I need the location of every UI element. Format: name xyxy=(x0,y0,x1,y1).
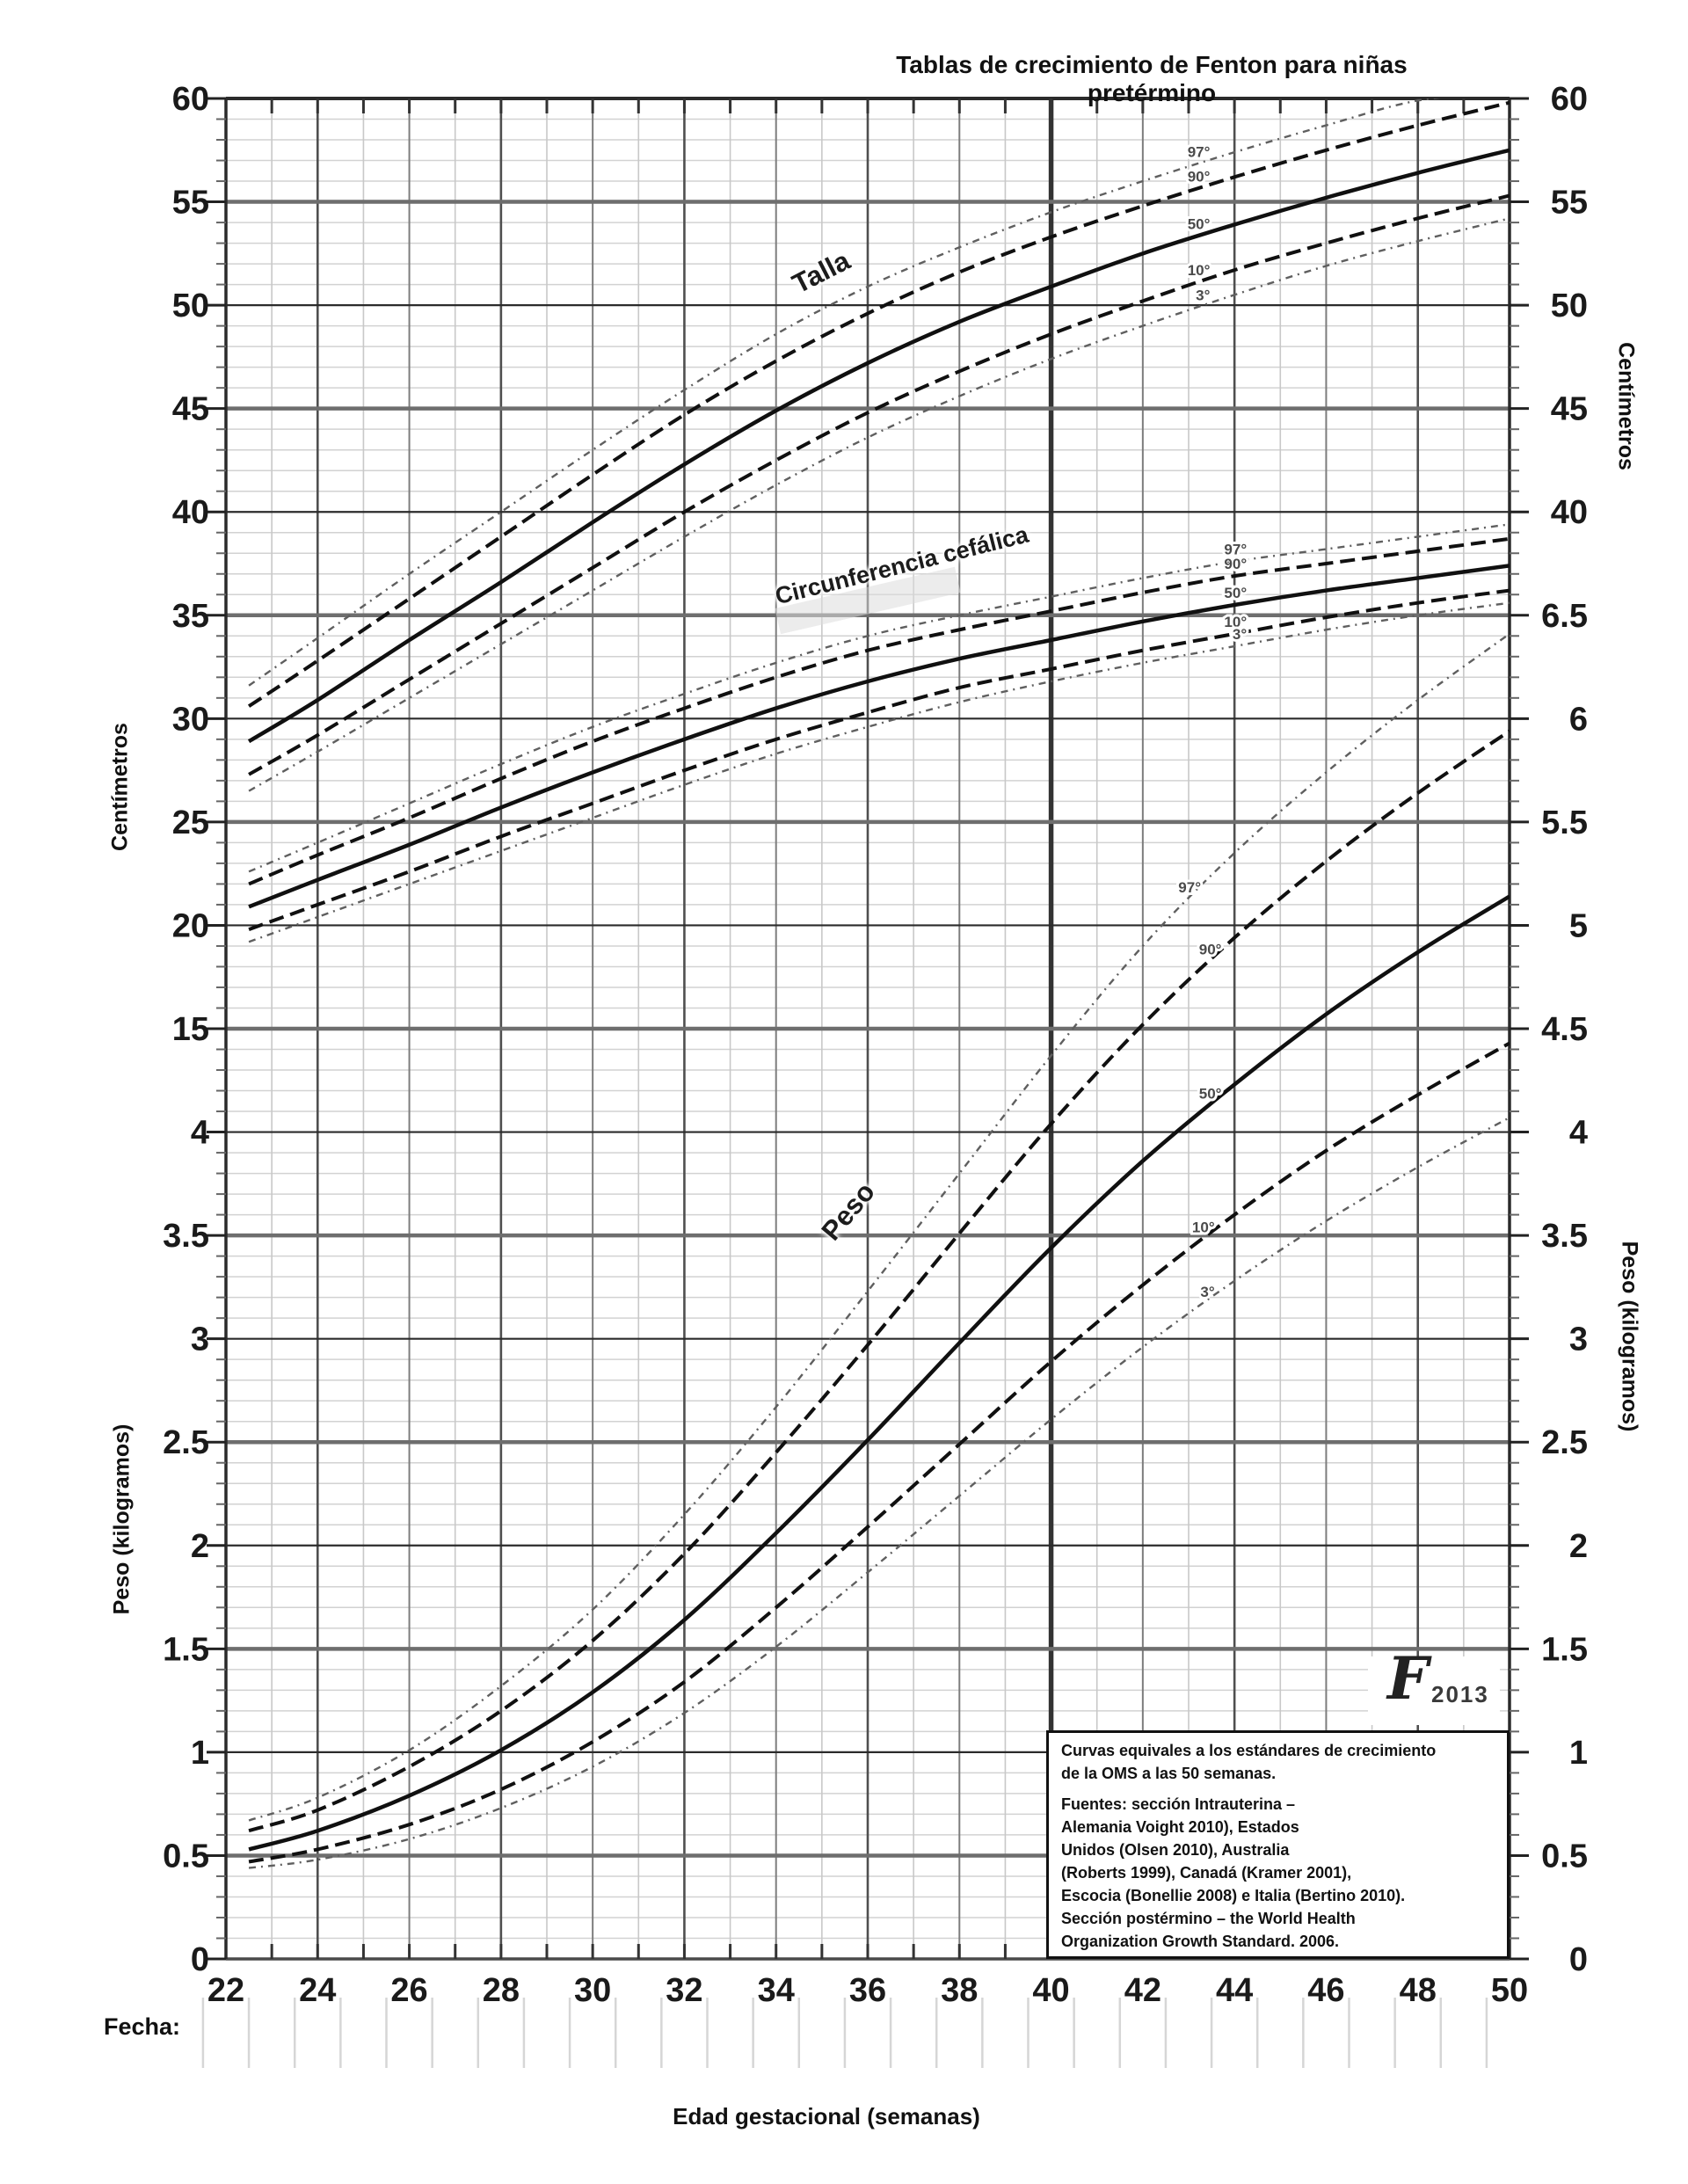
x-tick-label: 36 xyxy=(848,1972,887,2009)
note-line: Curvas equivales a los estándares de crecimiento xyxy=(1061,1742,1437,1759)
logo-f-glyph: F xyxy=(1387,1644,1429,1713)
right-kg-tick-label: 4 xyxy=(1568,1114,1588,1152)
left-cm-tick-label: 55 xyxy=(171,184,209,222)
x-tick-label: 48 xyxy=(1399,1972,1437,2009)
note-line: Alemania Voight 2010), Estados xyxy=(1061,1818,1299,1836)
percentile-label-peso: 90° xyxy=(1198,941,1222,958)
right-cm-tick-label: 55 xyxy=(1550,184,1588,222)
right-kg-tick-label: 2 xyxy=(1568,1527,1588,1565)
curves-group xyxy=(249,92,1510,1868)
curve-peso-97° xyxy=(249,634,1510,1821)
note-line: Unidos (Olsen 2010), Australia xyxy=(1061,1841,1290,1859)
left-kg-tick-label: 3 xyxy=(190,1321,209,1358)
right-kg-tick-label: 2.5 xyxy=(1541,1424,1588,1462)
right-kg-tick-label: 5.5 xyxy=(1541,804,1588,841)
left-kg-tick-label: 0 xyxy=(190,1941,209,1978)
right-cm-tick-label: 50 xyxy=(1550,288,1588,325)
right-cm-tick-label: 45 xyxy=(1550,390,1588,428)
left-cm-tick-label: 20 xyxy=(171,907,209,945)
right-cm-axis-title: Centímetros xyxy=(1613,342,1639,470)
left-cm-tick-label: 15 xyxy=(171,1011,209,1048)
left-cm-tick-label: 30 xyxy=(171,701,209,739)
right-kg-tick-label: 5 xyxy=(1568,907,1588,945)
left-kg-tick-label: 3.5 xyxy=(163,1218,209,1256)
percentile-label-peso: 3° xyxy=(1200,1284,1215,1301)
left-cm-tick-label: 25 xyxy=(171,804,209,841)
left-cm-tick-label: 50 xyxy=(171,288,209,325)
right-kg-axis-title: Peso (kilogramos) xyxy=(1617,1241,1642,1432)
right-kg-tick-label: 3 xyxy=(1568,1321,1588,1358)
x-tick-label: 50 xyxy=(1490,1972,1529,2009)
note-line: Fuentes: sección Intrauterina – xyxy=(1061,1795,1296,1813)
curve-talla-10° xyxy=(249,196,1510,775)
right-kg-tick-label: 4.5 xyxy=(1541,1011,1588,1048)
curve-family-label-talla: Talla xyxy=(787,244,855,300)
curve-talla-50° xyxy=(249,150,1510,741)
curve-family-label-circunferencia: Circunferencia cefálica xyxy=(772,521,1031,610)
right-kg-tick-label: 6.5 xyxy=(1541,597,1588,635)
left-kg-tick-label: 2 xyxy=(190,1527,209,1565)
left-kg-tick-label: 0.5 xyxy=(163,1838,209,1875)
percentile-label-circunferencia: 3° xyxy=(1232,626,1248,644)
x-tick-label: 42 xyxy=(1124,1972,1161,2009)
percentile-label-talla: 90° xyxy=(1187,168,1211,186)
percentile-label-talla: 10° xyxy=(1187,262,1211,280)
right-kg-tick-label: 6 xyxy=(1568,701,1588,739)
right-kg-tick-label: 1.5 xyxy=(1541,1631,1588,1669)
curve-circunferencia-3° xyxy=(249,603,1510,943)
note-line: de la OMS a las 50 semanas. xyxy=(1061,1765,1277,1782)
note-line: Escocia (Bonellie 2008) e Italia (Bertino 2010). xyxy=(1061,1887,1406,1904)
percentile-label-circunferencia: 97° xyxy=(1224,541,1248,558)
x-tick-label: 26 xyxy=(390,1972,428,2009)
left-kg-tick-label: 4 xyxy=(190,1114,209,1152)
right-kg-tick-label: 3.5 xyxy=(1541,1218,1588,1256)
note-line: Sección postérmino – the World Health xyxy=(1061,1910,1356,1927)
note-line: Organization Growth Standard. 2006. xyxy=(1061,1933,1340,1950)
x-tick-label: 24 xyxy=(299,1972,337,2009)
left-kg-axis-title: Peso (kilogramos) xyxy=(109,1423,135,1615)
left-cm-tick-label: 45 xyxy=(171,390,209,428)
right-kg-tick-label: 0 xyxy=(1568,1941,1588,1978)
left-cm-tick-label: 60 xyxy=(171,81,209,118)
percentile-label-talla: 3° xyxy=(1196,287,1211,304)
percentile-label-circunferencia: 50° xyxy=(1224,585,1248,602)
left-cm-tick-label: 40 xyxy=(171,494,209,532)
x-tick-label: 32 xyxy=(666,1972,703,2009)
right-kg-tick-label: 1 xyxy=(1568,1734,1588,1772)
left-cm-axis-title: Centímetros xyxy=(107,723,133,851)
percentile-label-circunferencia: 90° xyxy=(1224,556,1248,573)
fecha-label: Fecha: xyxy=(104,2013,181,2040)
percentile-label-talla: 97° xyxy=(1187,143,1211,161)
left-kg-tick-label: 1 xyxy=(190,1734,209,1772)
left-cm-tick-label: 35 xyxy=(171,597,209,635)
x-tick-label: 44 xyxy=(1216,1972,1254,2009)
left-kg-tick-label: 1.5 xyxy=(163,1631,209,1669)
fenton-2013-logo xyxy=(1368,1644,1500,1725)
right-kg-tick-label: 0.5 xyxy=(1541,1838,1588,1875)
x-axis-title: Edad gestacional (semanas) xyxy=(673,2103,980,2129)
left-kg-tick-label: 2.5 xyxy=(163,1424,209,1462)
percentile-label-circunferencia: 10° xyxy=(1224,613,1248,630)
x-tick-label: 38 xyxy=(941,1972,979,2009)
curve-family-label-peso: Peso xyxy=(815,1176,881,1247)
percentile-label-peso: 97° xyxy=(1178,879,1201,897)
x-tick-label: 28 xyxy=(482,1972,520,2009)
x-tick-label: 30 xyxy=(574,1972,612,2009)
logo-year: 2013 xyxy=(1431,1681,1489,1707)
source-note-box xyxy=(1046,1730,1510,1959)
x-tick-label: 46 xyxy=(1307,1972,1345,2009)
x-tick-label: 40 xyxy=(1032,1972,1070,2009)
right-cm-tick-label: 60 xyxy=(1550,81,1588,118)
chart-title: Tablas de crecimiento de Fenton para niñas pretérmino xyxy=(896,51,1408,106)
right-cm-tick-label: 40 xyxy=(1550,494,1588,532)
percentile-label-peso: 10° xyxy=(1191,1219,1215,1236)
x-tick-label: 34 xyxy=(757,1972,795,2009)
percentile-label-talla: 50° xyxy=(1187,215,1211,233)
x-tick-label: 22 xyxy=(207,1972,245,2009)
percentile-label-peso: 50° xyxy=(1198,1085,1222,1103)
note-line: (Roberts 1999), Canadá (Kramer 2001), xyxy=(1061,1864,1352,1882)
curve-peso-90° xyxy=(249,731,1510,1831)
curve-peso-50° xyxy=(249,897,1510,1850)
